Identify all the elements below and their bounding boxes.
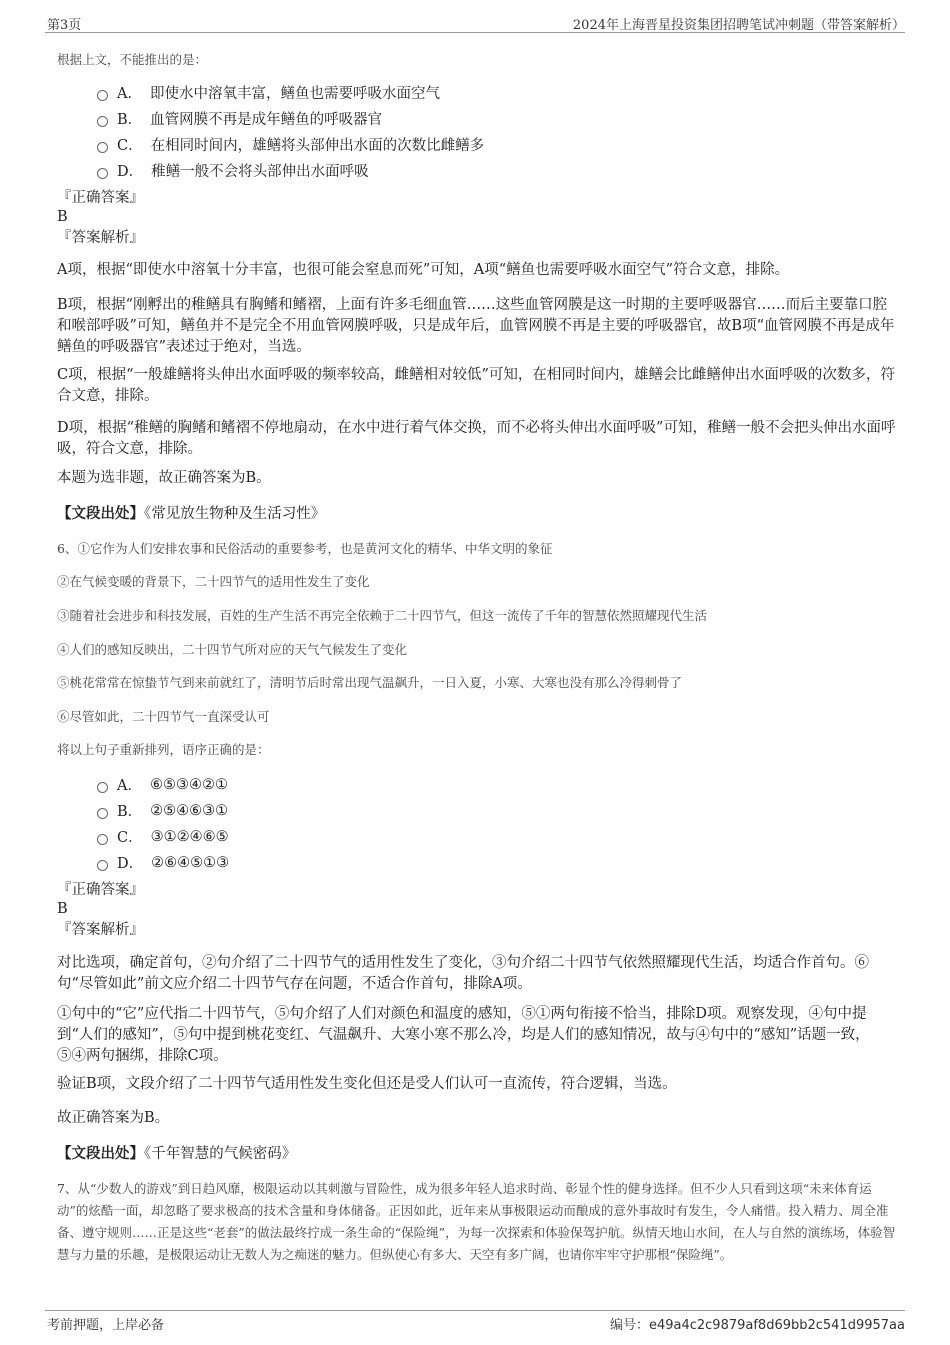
source-label: 【文段出处】 xyxy=(57,1145,144,1162)
source-title: 《千年智慧的气候密码》 xyxy=(144,1146,297,1162)
footer-divider xyxy=(45,1310,905,1311)
option-letter: D． xyxy=(117,164,144,180)
document-title: 2024年上海晋星投资集团招聘笔试冲刺题（带答案解析） xyxy=(572,18,905,33)
footer-slogan: 考前押题，上岸必备 xyxy=(47,1318,165,1333)
radio-icon[interactable] xyxy=(97,808,108,819)
option-text: ③①②④⑥⑤ xyxy=(150,828,229,845)
q6-option-b[interactable] xyxy=(97,800,228,821)
option-letter: A． xyxy=(117,86,142,102)
option-text: ②⑥④⑤①③ xyxy=(151,854,230,871)
option-letter: A． xyxy=(117,778,142,794)
q5-answer-label: 『正确答案』 xyxy=(57,190,144,206)
source-label: 【文段出处】 xyxy=(57,505,144,522)
page-number: 第3页 xyxy=(47,18,82,33)
option-text: ⑥⑤③④②① xyxy=(149,776,228,793)
code-label: 编号： xyxy=(609,1318,649,1333)
q6-source xyxy=(57,1142,897,1163)
option-letter: B． xyxy=(117,804,143,820)
q5-analysis-d: D项，根据“稚鳝的胸鳍和鳍褶不停地扇动，在水中进行着气体交换，而不必将头伸出水面呼吸”可知，稚鳝一般不会把头伸出水面呼吸，符合文意，排除。 xyxy=(57,420,896,457)
q5-option-b[interactable] xyxy=(97,108,382,129)
q6-answer-label: 『正确答案』 xyxy=(57,882,144,898)
q6-option-a[interactable] xyxy=(97,774,228,795)
q6-conclusion: 故正确答案为B。 xyxy=(57,1110,170,1126)
q5-analysis-label: 『答案解析』 xyxy=(57,230,144,246)
code-value: e49a4c2c9879af8d69bb2c541d9957aa xyxy=(648,1318,905,1333)
q6-stem: 将以上句子重新排列，语序正确的是： xyxy=(57,742,270,757)
q6-sentence-2: ②在气候变暖的背景下，二十四节气的适用性发生了变化 xyxy=(57,574,370,589)
q6-option-c[interactable] xyxy=(97,826,229,847)
q5-conclusion: 本题为选非题，故正确答案为B。 xyxy=(57,470,271,486)
option-letter: C． xyxy=(117,138,143,154)
option-text: 在相同时间内，雄鳝将头部伸出水面的次数比雌鳝多 xyxy=(150,138,485,154)
q6-analysis-3: 验证B项，文段介绍了二十四节气适用性发生变化但还是受人们认可一直流传，符合逻辑，当选。 xyxy=(57,1076,677,1092)
radio-icon[interactable] xyxy=(97,782,108,793)
option-text: 稚鳝一般不会将头部伸出水面呼吸 xyxy=(151,164,369,180)
q5-answer: B xyxy=(57,209,68,225)
q6-analysis-2: ①句中的“它”应代指二十四节气，⑤句介绍了人们对颜色和温度的感知，⑤①两句衔接不恰当，排除D项。观察发现，④句中提到“人们的感知”，⑤句中提到桃花变红、气温飙升、大寒小寒不那么冷，均是人们的感知情况，故与④句中的“感知”话题一致，⑤④两句捆绑，排除C项。 xyxy=(57,1006,870,1064)
q5-option-c[interactable] xyxy=(97,134,484,155)
q6-analysis-label: 『答案解析』 xyxy=(57,922,144,938)
source-title: 《常见放生物种及生活习性》 xyxy=(144,506,326,522)
q5-analysis-c: C项，根据“一般雄鳝将头伸出水面呼吸的频率较高，雌鳝相对较低”可知，在相同时间内，雄鳝会比雌鳝伸出水面呼吸的次数多，符合文意，排除。 xyxy=(57,367,895,404)
radio-icon[interactable] xyxy=(97,168,108,179)
option-text: 血管网膜不再是成年鳝鱼的呼吸器官 xyxy=(150,112,383,128)
option-letter: D． xyxy=(117,856,144,872)
document-code xyxy=(610,1314,905,1333)
radio-icon[interactable] xyxy=(97,116,108,127)
q5-stem: 根据上文，不能推出的是： xyxy=(57,52,208,67)
q6-sentence-5: ⑤桃花常常在惊蛰节气到来前就红了，清明节后时常出现气温飙升，一日入夏，小寒、大寒也没有那么冷得刺骨了 xyxy=(57,675,683,690)
option-letter: B． xyxy=(117,112,143,128)
option-letter: C． xyxy=(117,830,143,846)
radio-icon[interactable] xyxy=(97,860,108,871)
q6-sentence-3: ③随着社会进步和科技发展，百姓的生产生活不再完全依赖于二十四节气，但这一流传了千年的智慧依然照耀现代生活 xyxy=(57,608,708,623)
option-text: 即使水中溶氧丰富，鳝鱼也需要呼吸水面空气 xyxy=(149,86,440,102)
q7-passage: 7、从“少数人的游戏”到日趋风靡，极限运动以其刺激与冒险性，成为很多年轻人追求时尚、彰显个性的健身选择。但不少人只看到这项“未来体育运动”的炫酷一面，却忽略了要求极高的技术含量和身体储备。正因如此，近年来从事极限运动而酿成的意外事故时有发生，令人痛惜。投入精力、周全准备、遵守规则……正是这些“老套”的做法最终拧成一条生命的“保险绳”，为每一次探索和体验保驾护航。纵情天地山水间，在人与自然的演练场，体验智慧与力量的乐趣，是极限运动让无数人为之痴迷的魅力。但纵使心有多大、天空有多广阔，也请你牢牢守护那根“保险绳”。 xyxy=(57,1181,896,1262)
radio-icon[interactable] xyxy=(97,142,108,153)
option-text: ②⑤④⑥③① xyxy=(150,802,229,819)
q6-sentence-1: 6、①它作为人们安排农事和民俗活动的重要参考，也是黄河文化的精华、中华文明的象征 xyxy=(57,541,553,556)
q6-analysis-1: 对比选项，确定首句，②句介绍了二十四节气的适用性发生了变化，③句介绍二十四节气依然照耀现代生活，均适合作首句。⑥句“尽管如此”前文应介绍二十四节气存在问题，不适合作首句，排除A项。 xyxy=(57,955,869,992)
header-divider xyxy=(45,32,905,33)
q5-option-a[interactable] xyxy=(97,82,440,103)
q6-sentence-4: ④人们的感知反映出，二十四节气所对应的天气气候发生了变化 xyxy=(57,642,408,657)
q5-analysis-a: A项，根据“即使水中溶氧十分丰富，也很可能会窒息而死”可知，A项“鳝鱼也需要呼吸水面空气”符合文意，排除。 xyxy=(57,262,790,278)
q5-source xyxy=(57,502,897,523)
radio-icon[interactable] xyxy=(97,834,108,845)
radio-icon[interactable] xyxy=(97,90,108,101)
q5-analysis-b: B项，根据“刚孵出的稚鳝具有胸鳍和鳍褶，上面有许多毛细血管……这些血管网膜是这一时期的主要呼吸器官……而后主要靠口腔和喉部呼吸”可知，鳝鱼并不是完全不用血管网膜呼吸，只是成年后，血管网膜不再是主要的呼吸器官，故B项“血管网膜不再是成年鳝鱼的呼吸器官”表述过于绝对，当选。 xyxy=(57,297,895,355)
q6-answer: B xyxy=(57,901,68,917)
q5-option-d[interactable] xyxy=(97,160,369,181)
q6-option-d[interactable] xyxy=(97,852,229,873)
q6-sentence-6: ⑥尽管如此，二十四节气一直深受认可 xyxy=(57,709,270,724)
